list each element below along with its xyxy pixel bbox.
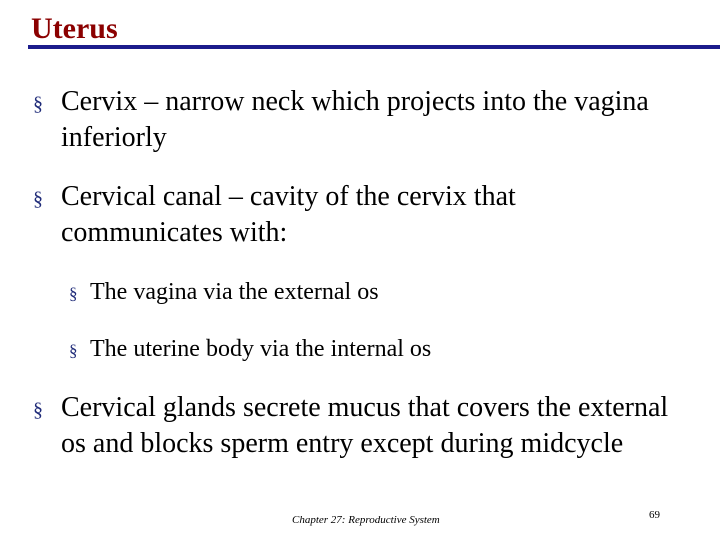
bullet-marker-icon: § [33,93,43,115]
sub-bullet-marker-icon: § [69,284,78,303]
bullet-cervix [33,84,703,156]
bullet-text: Cervical glands secrete mucus that covers the external os and blocks sperm entry except during midcycle [61,392,669,459]
bullet-cervical-canal [33,179,553,251]
bullet-cervical-glands [33,390,673,462]
sub-bullet-internal-os [69,334,669,366]
sub-bullet-text: The vagina via the external os [90,279,379,305]
sub-bullet-text: The uterine body via the internal os [90,336,432,362]
title-underline [28,45,720,49]
footer-chapter: Chapter 27: Reproductive System [292,514,440,526]
bullet-text: Cervix – narrow neck which projects into the vagina inferiorly [61,86,649,153]
bullet-marker-icon: § [33,188,43,210]
footer-page-number: 69 [649,509,660,521]
bullet-text: Cervical canal – cavity of the cervix that communicates with: [61,181,516,248]
sub-bullet-external-os [69,277,669,309]
sub-bullet-marker-icon: § [69,341,78,360]
slide-title: Uterus [31,12,118,45]
bullet-marker-icon: § [33,399,43,421]
